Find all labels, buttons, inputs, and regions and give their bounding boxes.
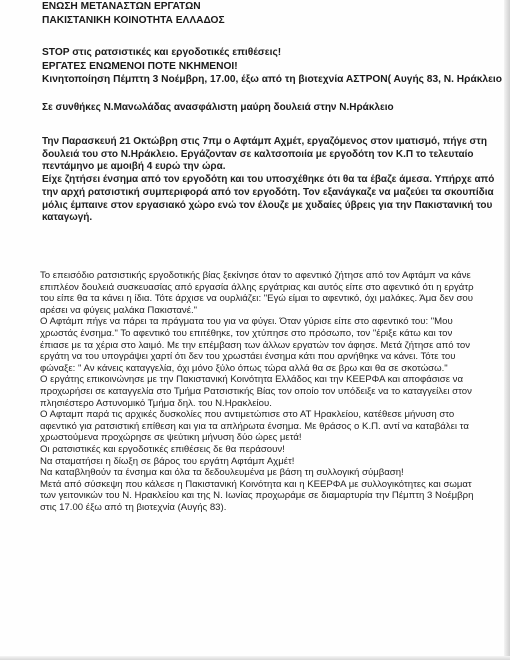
intro-line: πεντάμηνο με αμοιβή 4 ευρώ την ώρα. xyxy=(42,161,226,173)
story-line: στις 17.00 έξω από τη βιοτεχνία (Αυγής 83). xyxy=(40,501,227,513)
story-line: Ο Αφταμπ παρά τις αρχικές δυσκολίες που αντιμετώπισε στο ΑΤ Ηρακλείου, κατέθεσε μήνυση στο xyxy=(40,409,455,421)
story-line: Ο εργάτης επικοινώνησε με την Πακιστανική Κοινότητα Ελλάδος και την ΚΕΕΡΦΑ και αποφάσισε να xyxy=(40,374,464,386)
story-line: φώναξε: " Αν κάνεις καταγγελία, όχι μόνο ξύλο όπως τώρα αλλά θα σε βρω και θα σε σκοτώσω." xyxy=(40,362,448,374)
story-line: Το επεισόδιο ρατσιστικής εργοδοτικής βίας ξεκίνησε όταν το αφεντικό ζήτησε από τον Αφτάμπ να κάνε xyxy=(40,270,471,281)
community-name: ΠΑΚΙΣΤΑΝΙΚΗ ΚΟΙΝΟΤΗΤΑ ΕΛΛΑΔΟΣ xyxy=(42,15,225,26)
story-line: χρωστούμενα προχώρησε σε ψεύτικη μήνυση δύο ώρες μετά! xyxy=(40,432,302,444)
story-line: Να καταβληθούν τα ένσημα και όλα τα δεδουλευμένα με βάση τη συλλογική σύμβαση! xyxy=(40,467,404,479)
headline-block xyxy=(42,46,502,87)
story-line: Ο Αφτάμπ πήγε να πάρει τα πράγματα του για να φύγει. Όταν γύρισε είπε στο αφεντικό του: "Μου xyxy=(40,316,453,328)
workers-united-slogan: ΕΡΓΑΤΕΣ ΕΝΩΜΕΝΟΙ ΠΟΤΕ ΝΚΗΜΕΝΟΙ! xyxy=(42,60,238,72)
mobilization-announcement: Κινητοποίηση Πέμπτη 3 Νοέμβρη, 17.00, έξω από τη βιοτεχνία ΑΣΤΡΟΝ( Αυγής 83, Ν. Ηράκλειο xyxy=(42,74,502,85)
stop-headline: STOP στις ρατσιστικές και εργοδοτικές επιθέσεις! xyxy=(42,47,282,58)
page-bottom-edge-shadow xyxy=(0,656,510,660)
story-body xyxy=(40,270,502,513)
story-line: χρωστάς ένσημα." Το αφεντικό του επιτέθηκε, τον χτύπησε στο πρόσωπο, τον "έριξε κάτω και τον xyxy=(40,327,453,339)
story-line: των γειτονικών του Ν. Ηρακλείου και της Ν. Ιωνίας προχωράμε σε διαμαρτυρία την Πέμπτη 3 Νοέμβρη xyxy=(40,490,474,502)
intro-line: καταγωγή. xyxy=(42,212,93,224)
story-line: αρέσει να φύγεις μαλάκα Πακιστανέ." xyxy=(40,304,198,316)
subheadline: Σε συνθήκες Ν.Μανωλάδας ανασφάλιστη μαύρη δουλειά στην Ν.Ηράκλειο xyxy=(42,102,394,113)
story-line: αφεντικό για ρατσιστική επίθεση και για τα απλήρωτα ένσημα. Με θράσος ο Κ.Π. αντί να καταβάλει τα xyxy=(40,420,469,432)
story-line: Να σταματήσει η δίωξη σε βάρος του εργάτη Αφτάμπ Αχμέτ! xyxy=(40,455,295,467)
intro-line: μόλις έμπαινε στον εργασιακό χώρο ενώ τον έλουζε με χυδαίες ύβρεις για την Πακιστανική του xyxy=(42,199,493,211)
story-line: του είπε θα τα κάνει η ίδια. Τότε άρχισε να ουρλιάζει: "Εγώ είμαι το αφεντικό, όχι μαλάκες. Άμα δεν σου xyxy=(40,293,473,305)
intro-line: Την Παρασκευή 21 Οκτώβρη στις 7πμ ο Αφτάμπ Αχμέτ, εργαζόμενος στον ιματισμό, πήγε στη xyxy=(42,136,487,147)
organization-header xyxy=(42,0,225,28)
story-line: Οι ρατσιστικές και εργοδοτικές επιθέσεις δε θα περάσουν! xyxy=(40,443,285,455)
intro-line: την αρχή ρατσιστική συμπεριφορά από τον εργοδότη. Τον εξανάγκαζε να μαζεύει τα σκουπίδια xyxy=(42,186,494,198)
story-line: Μετά από σύσκεψη που κάλεσε η Πακιστανική Κοινότητα και η ΚΕΕΡΦΑ με συλλογικότητες και σωματ xyxy=(40,478,472,490)
organization-name: ΕΝΩΣΗ ΜΕΤΑΝΑΣΤΩΝ ΕΡΓΑΤΩΝ xyxy=(42,1,201,12)
intro-line: δουλειά του στο Ν.Ηράκλειο. Εργάζονταν σε καλτσοποιία με εργοδότη τον Κ.Π το τελευταίο xyxy=(42,148,474,160)
story-line: εργάτη να του υπογράψει χαρτί ότι δεν του χρωστάει ένσημα κάτι που αρνήθηκε να κάνει. Τότε του xyxy=(40,351,456,363)
intro-line: Είχε ζητήσει ένσημα από τον εργοδότη και του υποσχέθηκε ότι θα τα έβαζε άμεσα. Υπήρχε από xyxy=(42,174,495,186)
page-right-edge-shadow xyxy=(504,0,510,660)
story-line: έπιασε με τα χέρια στο λαιμό. Με την επέμβαση των άλλων εργατών τον άφησε. Μετά ζήτησε από τον xyxy=(40,339,470,351)
story-line: προχωρήσει σε καταγγελία στο Τμήμα Ρατσιστικής Βίας τον οποίο τον υπόδειξε να το καταγγείλει στον xyxy=(40,385,472,397)
story-line: επιπλέον δουλειά συσκευασίας από εργασία άλλης εργάτριας και αυτός είπε στο αφεντικό ότι η εργάτρ xyxy=(40,281,474,293)
story-line: πλησιέστερο Αστυνομικό Τμήμα δηλ. του Ν.Ηρακλείου. xyxy=(40,397,272,409)
intro-paragraph xyxy=(42,136,502,225)
